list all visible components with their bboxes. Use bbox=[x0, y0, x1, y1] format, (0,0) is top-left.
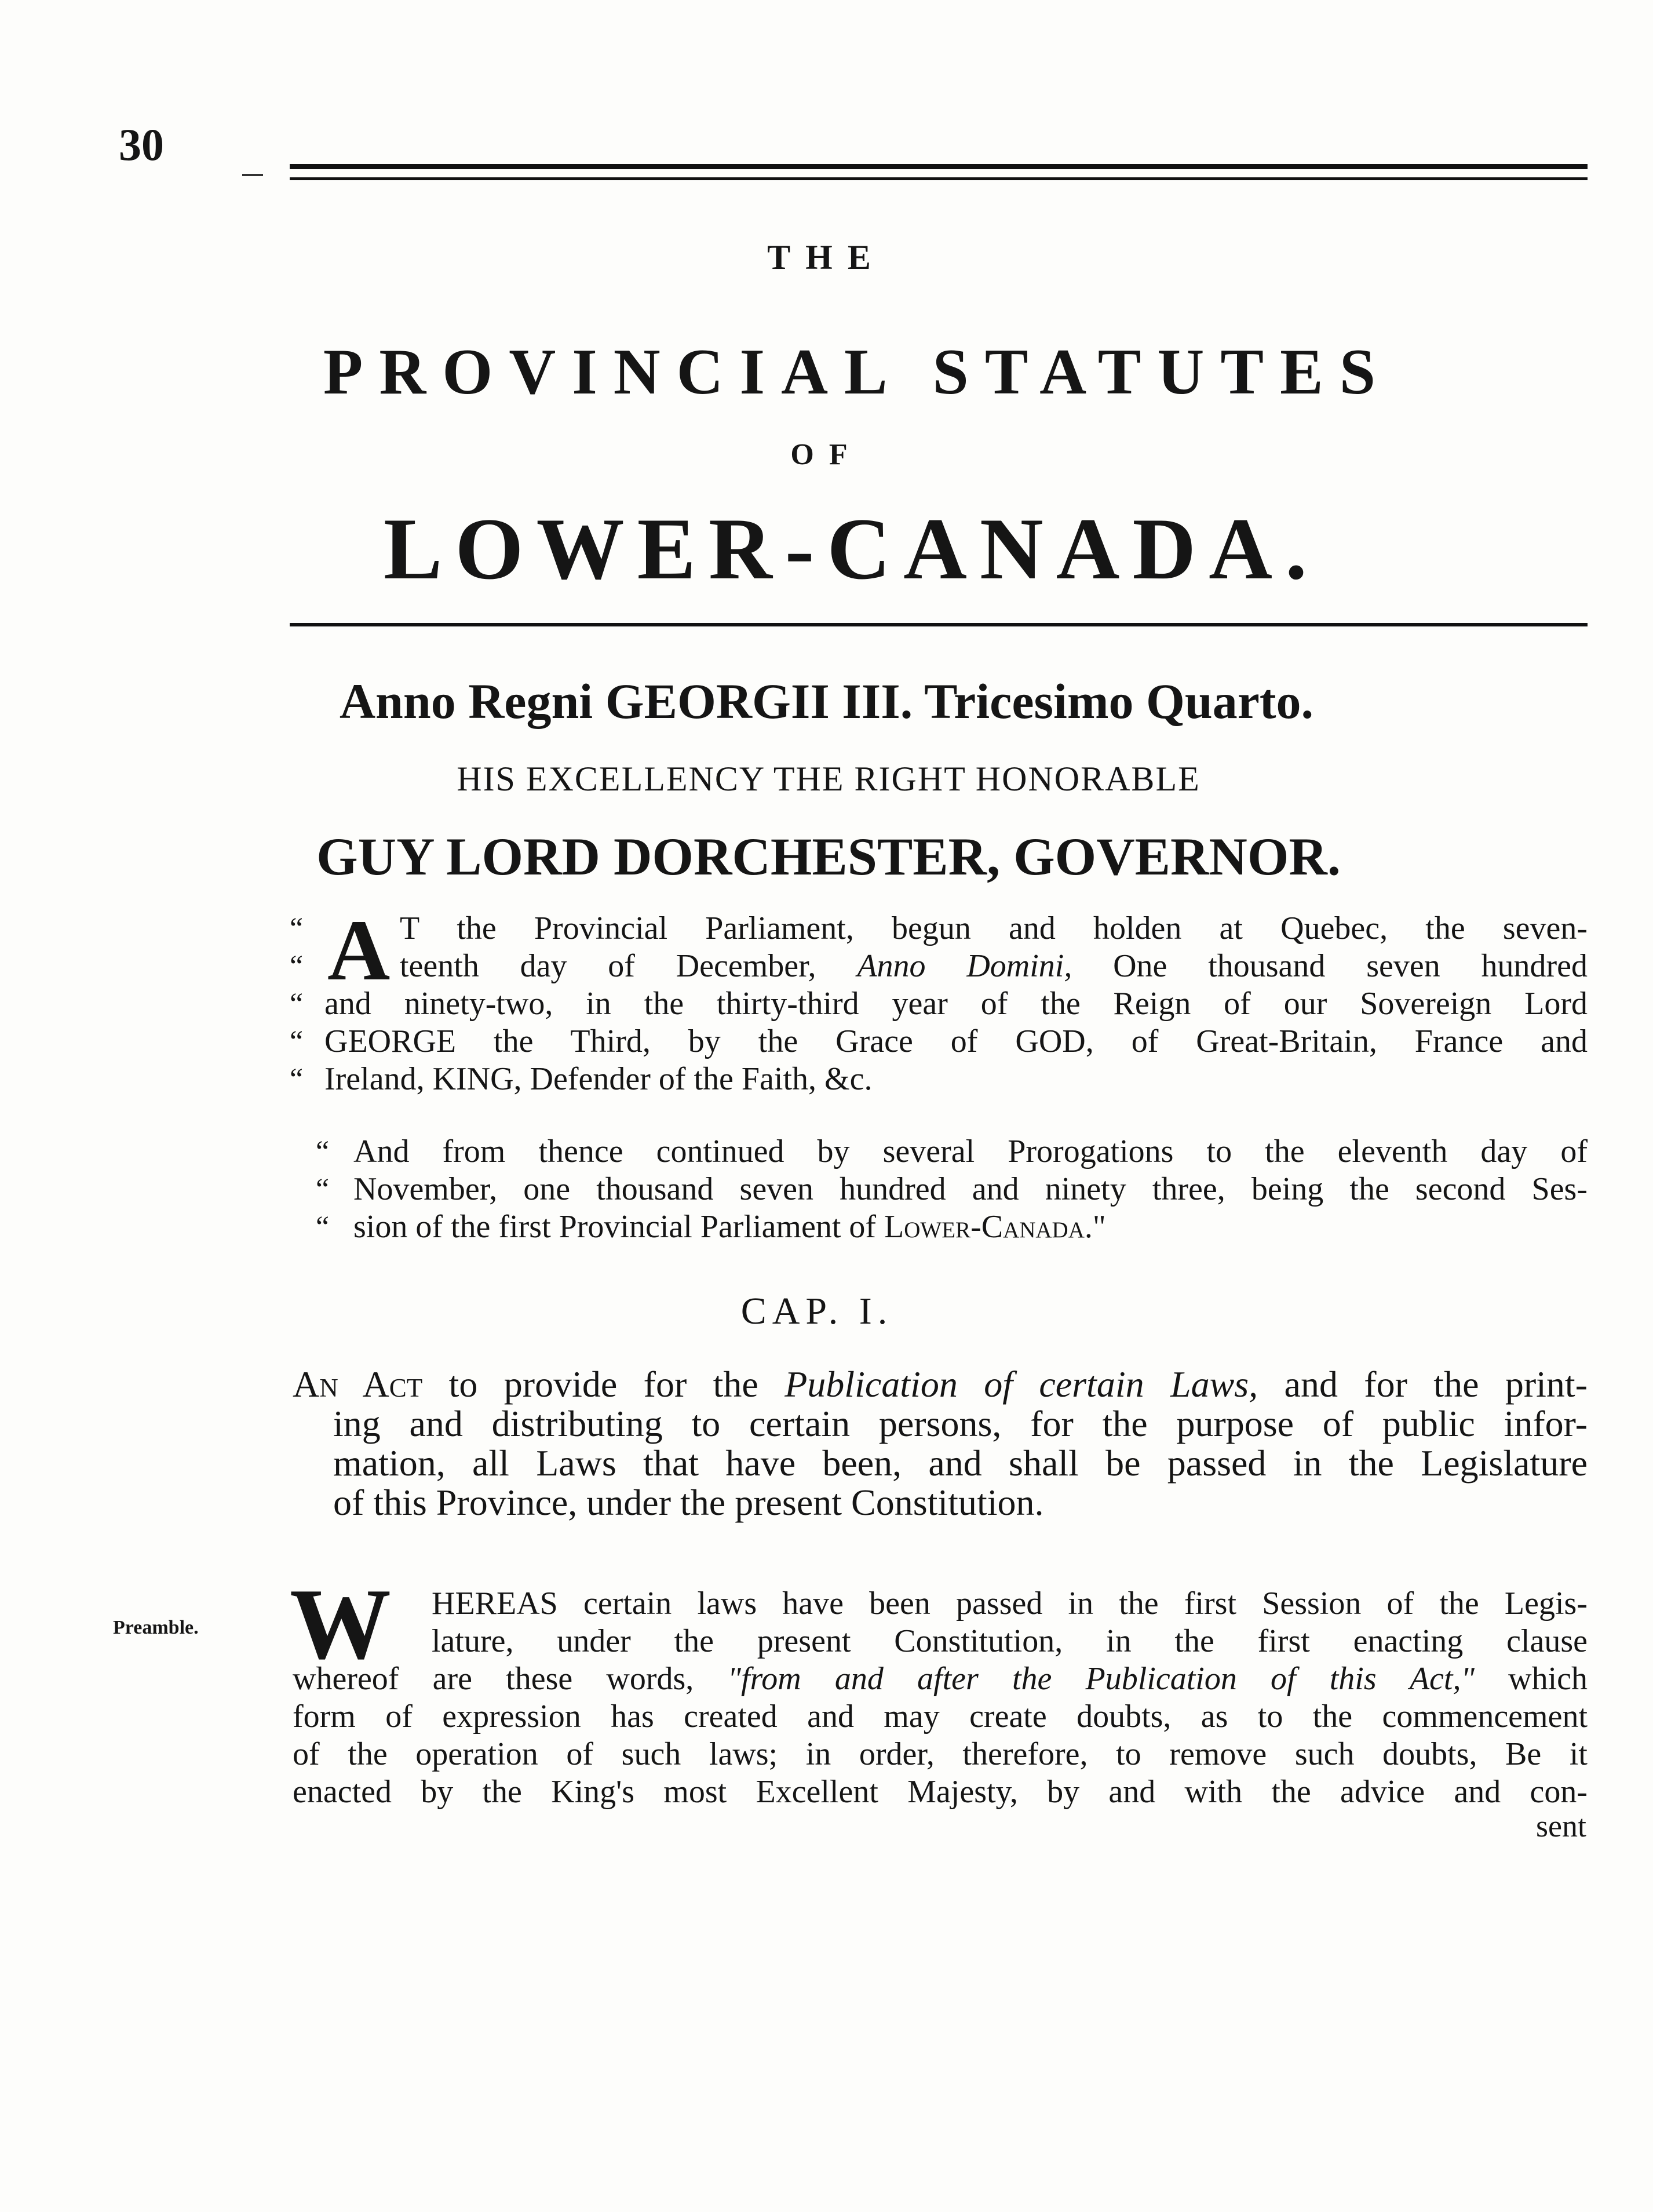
excellency-line: HIS EXCELLENCY THE RIGHT HONORABLE bbox=[457, 760, 1200, 798]
text-line: mation, all Laws that have been, and shall be passed in the Legislature bbox=[333, 1442, 1588, 1484]
text-line bbox=[293, 1660, 1588, 1698]
prorogation-paragraph bbox=[353, 1133, 1588, 1246]
regnal-year: Anno Regni GEORGII III. Tricesimo Quarto. bbox=[339, 673, 1314, 729]
act-title bbox=[293, 1365, 1588, 1522]
text-line: T the Provincial Parliament, begun and holden at Quebec, the seven- bbox=[400, 910, 1588, 946]
text-line: and ninety-two, in the thirty-third year of the Reign of our Sovereign Lord bbox=[324, 986, 1588, 1022]
preamble-paragraph bbox=[293, 1660, 1588, 1811]
drop-cap-w: W bbox=[290, 1568, 391, 1680]
text-line: November, one thousand seven hundred and ninety three, being the second Ses- bbox=[353, 1171, 1588, 1207]
chapter-heading: CAP. I. bbox=[740, 1290, 893, 1332]
text-line: enacted by the King's most Excellent Majesty, by and with the advice and con- bbox=[293, 1774, 1588, 1810]
italic-run: Anno Domini, bbox=[857, 948, 1072, 984]
drop-cap-a: A bbox=[327, 902, 391, 999]
text-line: lature, under the present Constitution, in the first enacting clause bbox=[432, 1623, 1588, 1659]
small-caps-run: An Act bbox=[293, 1364, 423, 1405]
text-run: to provide for the bbox=[422, 1364, 785, 1405]
text-run: which bbox=[1474, 1661, 1588, 1697]
header-dash bbox=[242, 174, 263, 176]
text-line: GEORGE the Third, by the Grace of GOD, of Great-Britain, France and bbox=[324, 1023, 1588, 1059]
title-the: THE bbox=[767, 238, 886, 276]
text-line: of the operation of such laws; in order, therefore, to remove such doubts, Be it bbox=[293, 1736, 1588, 1772]
title-provincial-statutes: PROVINCIAL STATUTES bbox=[323, 336, 1392, 408]
italic-run: "from and after the Publication of this Act," bbox=[727, 1661, 1475, 1697]
text-line: of this Province, under the present Constitution. bbox=[333, 1482, 1044, 1523]
title-divider bbox=[290, 623, 1588, 626]
margin-note-preamble: Preamble. bbox=[113, 1617, 199, 1638]
parliament-paragraph-line1 bbox=[400, 910, 1588, 948]
text-line: And from thence continued by several Prorogations to the eleventh day of bbox=[353, 1134, 1588, 1169]
catchword: sent bbox=[1536, 1809, 1586, 1843]
title-of: OF bbox=[790, 438, 863, 471]
title-lower-canada: LOWER-CANADA. bbox=[384, 500, 1320, 597]
text-run: " bbox=[1092, 1209, 1106, 1245]
preamble-paragraph-top bbox=[432, 1585, 1588, 1660]
italic-run: Publication of certain Laws, bbox=[784, 1364, 1258, 1405]
text-run: whereof are these words, bbox=[293, 1661, 728, 1697]
small-caps-run: Lower-Canada. bbox=[884, 1209, 1093, 1245]
governor-line: GUY LORD DORCHESTER, GOVERNOR. bbox=[316, 827, 1341, 886]
text-line bbox=[353, 1208, 1588, 1246]
text-line: form of expression has created and may create doubts, as to the commencement bbox=[293, 1699, 1588, 1734]
parliament-paragraph bbox=[324, 948, 1588, 1098]
text-run: and for the print- bbox=[1258, 1364, 1588, 1405]
text-run: teenth day of December, bbox=[400, 948, 857, 984]
header-rule bbox=[290, 164, 1588, 180]
text-line bbox=[293, 1365, 1588, 1404]
text-run: One thousand seven hundred bbox=[1072, 948, 1588, 984]
text-line: ing and distributing to certain persons, for the purpose of public infor- bbox=[333, 1403, 1588, 1444]
text-line bbox=[324, 948, 1588, 985]
text-line: HEREAS certain laws have been passed in the first Session of the Legis- bbox=[432, 1586, 1588, 1621]
quote-marks-column: “ “ “ “ “ bbox=[290, 912, 304, 1096]
text-run: sion of the first Provincial Parliament of bbox=[353, 1209, 885, 1245]
page-number: 30 bbox=[119, 119, 164, 170]
text-line: Ireland, KING, Defender of the Faith, &c. bbox=[324, 1061, 873, 1097]
quote-marks-column: “ “ “ bbox=[316, 1135, 330, 1244]
